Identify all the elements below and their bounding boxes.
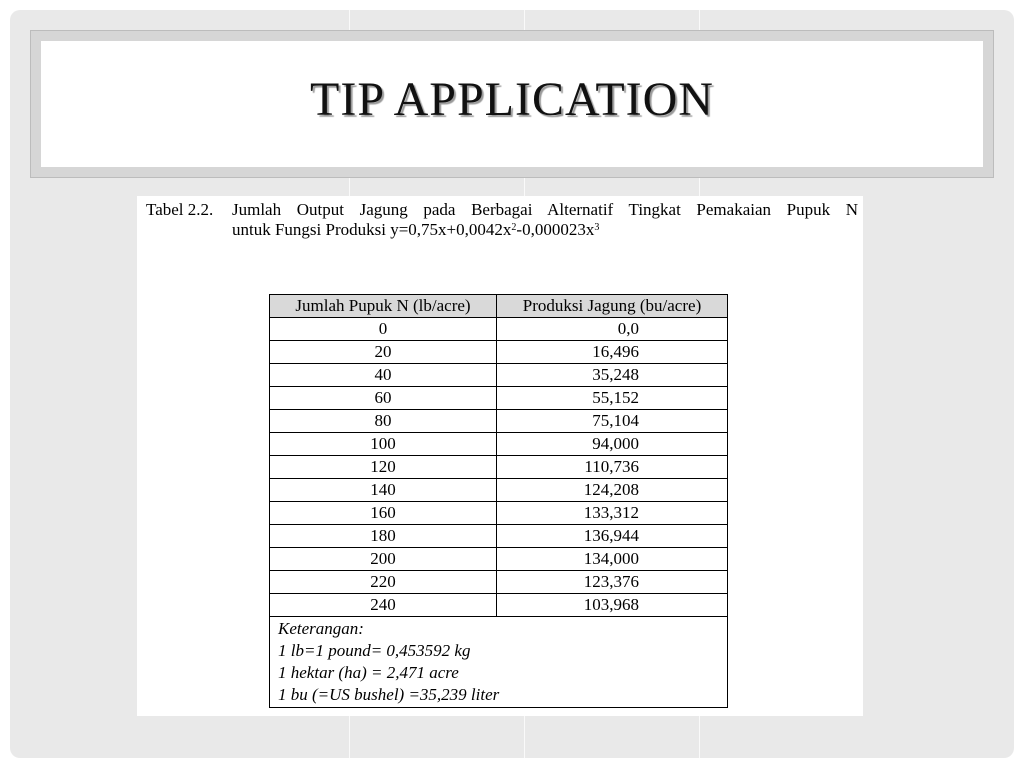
cell-produksi: 35,248 xyxy=(497,364,728,387)
cell-produksi: 94,000 xyxy=(497,433,728,456)
notes-row xyxy=(270,617,728,708)
header-pupuk: Jumlah Pupuk N (lb/acre) xyxy=(270,295,497,318)
cell-produksi: 136,944 xyxy=(497,525,728,548)
cell-produksi: 16,496 xyxy=(497,341,728,364)
slide-title: TIP APPLICATION xyxy=(310,72,714,126)
caption-line-1: Jumlah Output Jagung pada Berbagai Alternatif Tingkat Pemakaian Pupuk N xyxy=(232,200,858,219)
title-box xyxy=(41,41,983,167)
table-row xyxy=(270,594,728,617)
note-item: 1 lb=1 pound= 0,453592 kg xyxy=(278,641,471,660)
cell-pupuk: 0 xyxy=(270,318,497,341)
table-row xyxy=(270,410,728,433)
caption-exponent-3: 3 xyxy=(594,222,600,233)
cell-pupuk: 160 xyxy=(270,502,497,525)
notes-cell xyxy=(270,617,728,708)
caption-formula-b: -0,000023x xyxy=(516,220,595,239)
caption-line-2 xyxy=(232,220,599,240)
cell-pupuk: 100 xyxy=(270,433,497,456)
cell-produksi: 55,152 xyxy=(497,387,728,410)
cell-pupuk: 180 xyxy=(270,525,497,548)
table-row xyxy=(270,318,728,341)
table-row xyxy=(270,525,728,548)
cell-produksi: 133,312 xyxy=(497,502,728,525)
cell-pupuk: 240 xyxy=(270,594,497,617)
table-row xyxy=(270,548,728,571)
table-row xyxy=(270,571,728,594)
cell-pupuk: 140 xyxy=(270,479,497,502)
note-item: 1 bu (=US bushel) =35,239 liter xyxy=(278,685,500,704)
slide xyxy=(10,10,1014,758)
caption-exponent-2: 2 xyxy=(511,222,517,233)
cell-pupuk: 80 xyxy=(270,410,497,433)
cell-pupuk: 20 xyxy=(270,341,497,364)
table-body xyxy=(270,318,728,617)
cell-produksi: 110,736 xyxy=(497,456,728,479)
cell-produksi: 124,208 xyxy=(497,479,728,502)
cell-pupuk: 220 xyxy=(270,571,497,594)
caption-formula-a: untuk Fungsi Produksi y=0,75x+0,0042x xyxy=(232,220,512,239)
cell-produksi: 75,104 xyxy=(497,410,728,433)
title-frame xyxy=(30,30,994,178)
cell-produksi: 123,376 xyxy=(497,571,728,594)
cell-pupuk: 200 xyxy=(270,548,497,571)
cell-produksi: 0,0 xyxy=(497,318,728,341)
notes-heading: Keterangan: xyxy=(278,619,364,638)
table-header-row xyxy=(270,295,728,318)
cell-pupuk: 40 xyxy=(270,364,497,387)
cell-produksi: 134,000 xyxy=(497,548,728,571)
cell-pupuk: 60 xyxy=(270,387,497,410)
table-row xyxy=(270,387,728,410)
table-row xyxy=(270,341,728,364)
note-item: 1 hektar (ha) = 2,471 acre xyxy=(278,663,459,682)
cell-produksi: 103,968 xyxy=(497,594,728,617)
table-row xyxy=(270,433,728,456)
table-row xyxy=(270,456,728,479)
table-row xyxy=(270,479,728,502)
caption-label: Tabel 2.2. xyxy=(146,200,214,219)
table-row xyxy=(270,502,728,525)
cell-pupuk: 120 xyxy=(270,456,497,479)
document-image xyxy=(137,196,863,716)
data-table xyxy=(269,294,728,708)
header-produksi: Produksi Jagung (bu/acre) xyxy=(497,295,728,318)
table-row xyxy=(270,364,728,387)
